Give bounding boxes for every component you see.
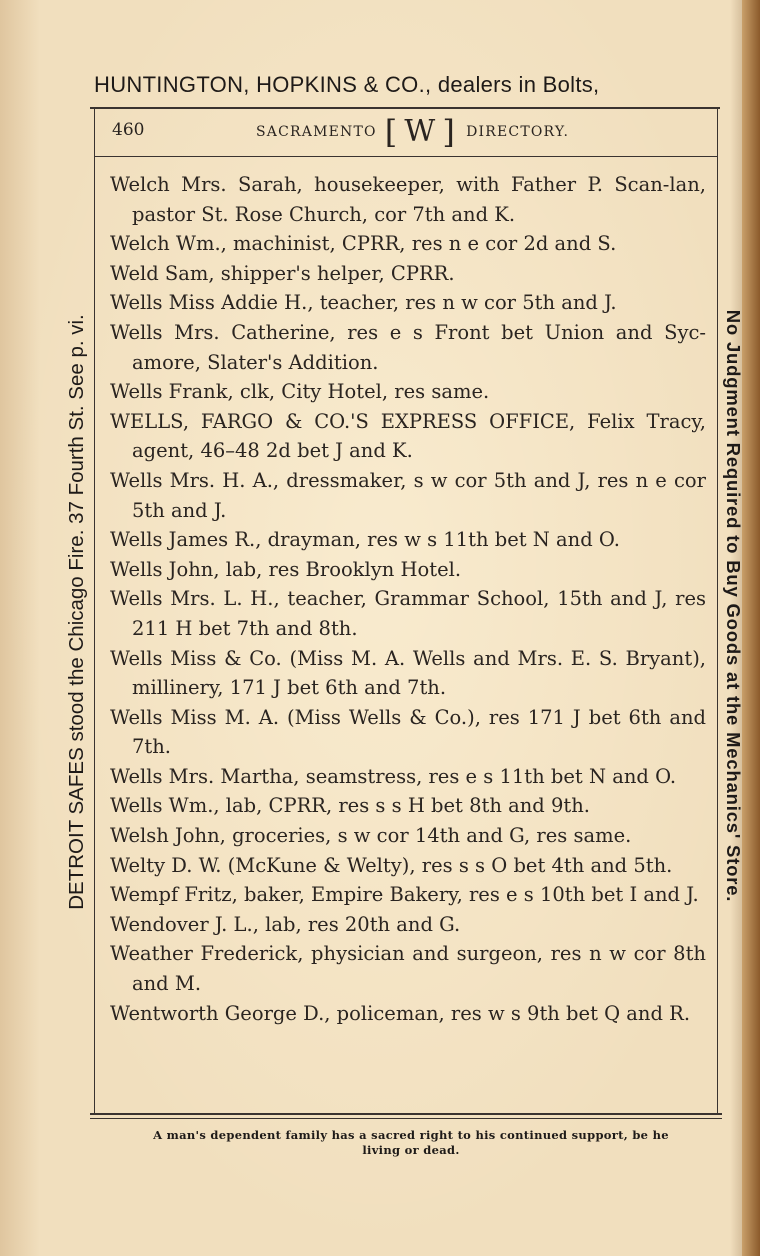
right-frame-rule [717, 107, 718, 1115]
book-spine-shadow [742, 0, 760, 1256]
right-margin-ad-text: No Judgment Required to Buy Goods at the Mechanics' Store. [723, 309, 744, 903]
left-margin-ad-text: DETROIT SAFES stood the Chicago Fire. 37 Fourth St. See p. vi. [65, 314, 88, 910]
directory-entry: Wells Miss Addie H., teacher, res n w cor 5th and J. [110, 291, 617, 315]
directory-entry: Wells Miss M. A. (Miss Wells & Co.), res 171 J bet 6th and 7th. [110, 705, 706, 759]
directory-entry: Wells James R., drayman, res w s 11th bet N and O. [110, 528, 620, 552]
left-frame-rule [94, 107, 95, 1115]
directory-entry: Weather Frederick, physician and surgeon, res n w cor 8th and M. [110, 942, 706, 996]
bottom-rule [90, 1113, 722, 1115]
directory-entry: Wells John, lab, res Brooklyn Hotel. [110, 557, 462, 581]
page-number: 460 [112, 120, 145, 140]
directory-entry: Welch Wm., machinist, CPRR, res n e cor 2d and S. [110, 232, 617, 256]
header-advertisement: HUNTINGTON, HOPKINS & CO., dealers in Bolts, [94, 72, 600, 97]
bracket-open: [ [384, 113, 399, 151]
running-head-letter: W [404, 114, 437, 149]
directory-entries [110, 170, 706, 1028]
directory-entry: Wendover J. L., lab, res 20th and G. [110, 912, 461, 936]
running-head-left: SACRAMENTO [256, 124, 377, 140]
directory-entry: Wells Wm., lab, CPRR, res s s H bet 8th and 9th. [110, 794, 590, 818]
directory-entry: Wempf Fritz, baker, Empire Bakery, res e s 10th bet I and J. [110, 883, 699, 907]
directory-entry: WELLS, FARGO & CO.'S EXPRESS OFFICE, Felix Tracy, agent, 46–48 2d bet J and K. [110, 409, 706, 463]
directory-entry: Wells Miss & Co. (Miss M. A. Wells and Mrs. E. S. Bryant), millinery, 171 J bet 6th and 7th. [110, 646, 706, 700]
footer-motto [86, 1128, 736, 1158]
directory-entry: Weld Sam, shipper's helper, CPRR. [110, 261, 455, 285]
directory-entry: Wells Mrs. Martha, seamstress, res e s 11th bet N and O. [110, 764, 677, 788]
directory-entry: Wells Mrs. H. A., dressmaker, s w cor 5th and J, res n e cor 5th and J. [110, 468, 706, 522]
running-head-right: DIRECTORY. [466, 124, 570, 140]
directory-entry: Welty D. W. (McKune & Welty), res s s O bet 4th and 5th. [110, 853, 673, 877]
directory-entry: Wells Mrs. Catherine, res e s Front bet Union and Syc-amore, Slater's Addition. [110, 320, 706, 374]
bracket-close: ] [442, 113, 457, 151]
directory-entry: Welch Mrs. Sarah, housekeeper, with Father P. Scan-lan, pastor St. Rose Church, cor 7th and K. [110, 173, 706, 226]
running-head [256, 113, 570, 151]
bottom-rule-thin [90, 1118, 722, 1119]
header-divider-rule [94, 156, 718, 157]
directory-entry: Wentworth George D., policeman, res w s 9th bet Q and R. [110, 1001, 691, 1025]
footer-line-2: living or dead. [362, 1143, 460, 1157]
directory-entry: Wells Mrs. L. H., teacher, Grammar School, 15th and J, res 211 H bet 7th and 8th. [110, 587, 706, 640]
directory-entry: Welsh John, groceries, s w cor 14th and G, res same. [110, 824, 632, 848]
footer-line-1: A man's dependent family has a sacred right to his continued support, be he [153, 1128, 669, 1142]
top-rule [90, 107, 720, 109]
directory-entry: Wells Frank, clk, City Hotel, res same. [110, 380, 490, 404]
